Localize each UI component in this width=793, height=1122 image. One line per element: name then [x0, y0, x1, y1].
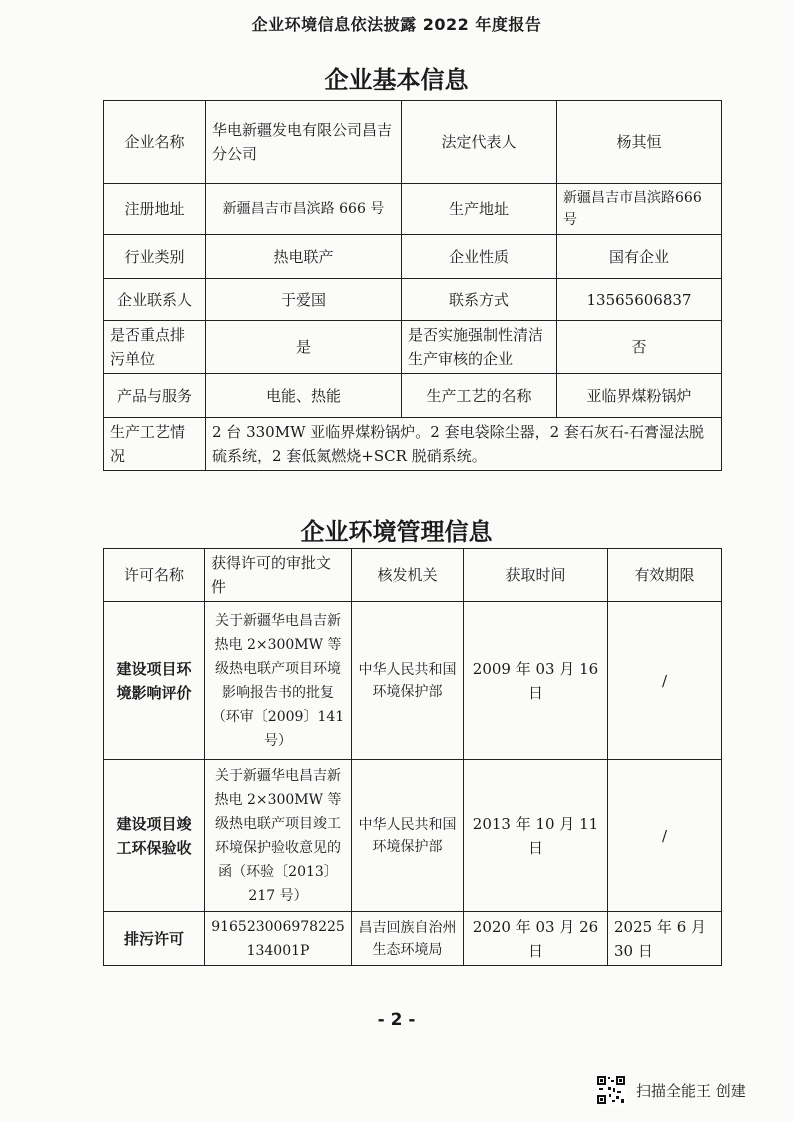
table-row [104, 374, 722, 418]
table-row [104, 184, 722, 235]
row-label: 生产地址 [402, 184, 557, 235]
page-number: - 2 - [377, 1010, 416, 1030]
key-polluter-value: 是 [206, 321, 402, 374]
issuing-authority: 昌吉回族自治州生态环境局 [352, 912, 464, 966]
clean-audit-value: 否 [557, 321, 722, 374]
row-label: 法定代表人 [402, 101, 557, 184]
env-mgmt-title: 企业环境管理信息 [300, 518, 493, 546]
industry-value: 热电联产 [206, 235, 402, 279]
row-label: 注册地址 [104, 184, 206, 235]
basic-info-title: 企业基本信息 [324, 66, 469, 94]
process-description-value: 2 台 330MW 亚临界煤粉锅炉。2 套电袋除尘器，2 套石灰石-石膏湿法脱硫系统，2 套低氮燃烧+SCR 脱硝系统。 [206, 418, 722, 471]
row-label: 企业名称 [104, 101, 206, 184]
column-header: 有效期限 [608, 549, 722, 602]
approval-doc: 关于新疆华电昌吉新热电 2×300MW 等级热电联产项目环境影响报告书的批复（环审〔2009〕141 号） [205, 602, 352, 760]
prod-address-value: 新疆昌吉市昌滨路666 号 [557, 184, 722, 235]
issuing-authority: 中华人民共和国环境保护部 [352, 602, 464, 760]
validity-period: / [608, 760, 722, 912]
permit-name: 建设项目竣工环保验收 [104, 760, 205, 912]
table-row [104, 101, 722, 184]
table-row [104, 760, 722, 912]
env-mgmt-table [103, 548, 722, 966]
table-row [104, 602, 722, 760]
process-name-value: 亚临界煤粉锅炉 [557, 374, 722, 418]
row-label: 行业类别 [104, 235, 206, 279]
validity-period: / [608, 602, 722, 760]
row-label: 生产工艺的名称 [402, 374, 557, 418]
contact-person-value: 于爱国 [206, 279, 402, 321]
obtain-date: 2020 年 03 月 26 日 [464, 912, 608, 966]
scanner-watermark [596, 1073, 746, 1107]
row-label: 生产工艺情况 [104, 418, 206, 471]
permit-name: 排污许可 [104, 912, 205, 966]
report-header: 企业环境信息依法披露 2022 年度报告 [251, 15, 542, 34]
watermark-text: 扫描全能王 创建 [636, 1081, 746, 1100]
row-label: 联系方式 [402, 279, 557, 321]
table-row [104, 321, 722, 374]
table-row [104, 912, 722, 966]
company-name-value: 华电新疆发电有限公司昌吉分公司 [206, 101, 402, 184]
validity-period: 2025 年 6 月 30 日 [608, 912, 722, 966]
row-label: 产品与服务 [104, 374, 206, 418]
qr-code-icon [596, 1075, 626, 1105]
row-label: 企业性质 [402, 235, 557, 279]
reg-address-value: 新疆昌吉市昌滨路 666 号 [206, 184, 402, 235]
table-row [104, 235, 722, 279]
approval-doc: 916523006978225134001P [205, 912, 352, 966]
column-header: 核发机关 [352, 549, 464, 602]
column-header: 获取时间 [464, 549, 608, 602]
legal-rep-value: 杨其恒 [557, 101, 722, 184]
obtain-date: 2009 年 03 月 16 日 [464, 602, 608, 760]
row-label: 是否实施强制性清洁生产审核的企业 [402, 321, 557, 374]
nature-value: 国有企业 [557, 235, 722, 279]
contact-phone-value: 13565606837 [557, 279, 722, 321]
row-label: 是否重点排污单位 [104, 321, 206, 374]
table-row [104, 279, 722, 321]
approval-doc: 关于新疆华电昌吉新热电 2×300MW 等级热电联产项目竣工环境保护验收意见的函（环验〔2013〕217 号） [205, 760, 352, 912]
products-value: 电能、热能 [206, 374, 402, 418]
row-label: 企业联系人 [104, 279, 206, 321]
permit-name: 建设项目环境影响评价 [104, 602, 205, 760]
column-header: 许可名称 [104, 549, 205, 602]
basic-info-table [103, 100, 722, 471]
issuing-authority: 中华人民共和国环境保护部 [352, 760, 464, 912]
obtain-date: 2013 年 10 月 11 日 [464, 760, 608, 912]
table-header-row [104, 549, 722, 602]
column-header: 获得许可的审批文件 [205, 549, 352, 602]
table-row [104, 418, 722, 471]
